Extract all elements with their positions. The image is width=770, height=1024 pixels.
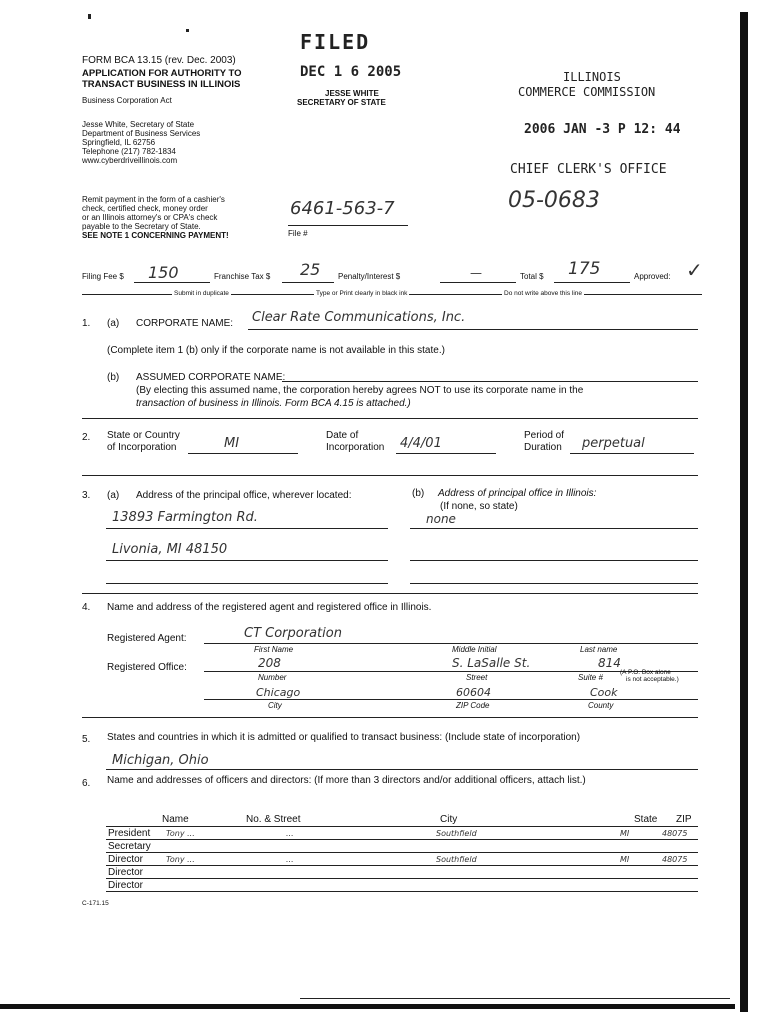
- act-name: Business Corporation Act: [82, 96, 172, 105]
- office-address: [82, 120, 200, 165]
- file-number-line: [288, 225, 408, 226]
- section-divider: [82, 418, 698, 419]
- penalty-label: Penalty/Interest $: [338, 272, 401, 281]
- principal-address-line2: Livonia, MI 48150: [112, 542, 228, 557]
- office-county-value: Cook: [590, 686, 618, 699]
- section-divider: [82, 475, 698, 476]
- officer-row-line: [106, 839, 698, 840]
- franchise-tax-label: Franchise Tax $: [214, 272, 271, 281]
- officer-row-city: Southfield: [436, 855, 477, 864]
- office-number-value: 208: [258, 656, 281, 670]
- assumed-name-label: ASSUMED CORPORATE NAME:: [136, 372, 286, 383]
- col-last-name: Last name: [580, 645, 618, 654]
- filed-stamp-title: FILED: [300, 30, 371, 54]
- principal-office-label: Address of the principal office, wherever located:: [136, 490, 352, 501]
- section-divider: [82, 717, 698, 718]
- principal-address-underline: [106, 528, 388, 529]
- filing-fee-label: Filing Fee $: [82, 272, 124, 281]
- form-title: [82, 68, 242, 90]
- scan-speck: [186, 29, 189, 32]
- principal-address-underline: [106, 560, 388, 561]
- officer-row-title: Director: [108, 854, 144, 865]
- payment-note: SEE NOTE 1 CONCERNING PAYMENT!: [82, 231, 229, 240]
- officer-row-street: ...: [286, 855, 294, 864]
- suite-note-2: is not acceptable.): [626, 676, 679, 683]
- col-number: Number: [258, 673, 287, 682]
- office-suite-value: 814: [598, 656, 621, 670]
- docket-number: 05-0683: [508, 188, 600, 213]
- item5-number: 5.: [82, 734, 91, 745]
- office-line: www.cyberdriveillinois.com: [82, 156, 178, 165]
- states-admitted-line: [106, 769, 698, 770]
- officer-row-line: [106, 852, 698, 853]
- commerce-stamp-clerk: CHIEF CLERK'S OFFICE: [510, 162, 667, 177]
- assumed-text-line2: transaction of business in Illinois. Form BCA 4.15 is attached.): [136, 398, 411, 409]
- filed-stamp-date: DEC 1 6 2005: [300, 64, 402, 80]
- registered-agent-label: Registered Agent:: [107, 633, 187, 644]
- item1-number: 1.: [82, 318, 91, 329]
- franchise-tax-line: [282, 282, 334, 283]
- period-label-2: Duration: [524, 442, 562, 453]
- scan-speck: [88, 14, 91, 19]
- officer-row-title: President: [108, 828, 151, 839]
- state-line: [188, 453, 298, 454]
- officers-col-zip: ZIP: [676, 814, 692, 825]
- officers-col-street: No. & Street: [246, 814, 301, 825]
- officer-row-line: [106, 865, 698, 866]
- item3-b-label: (b): [412, 488, 425, 499]
- office-line: Department of Business Services: [82, 129, 201, 138]
- officer-row-title: Secretary: [108, 841, 151, 852]
- registered-office-label: Registered Office:: [107, 662, 187, 673]
- officer-row-name: Tony ...: [166, 829, 195, 838]
- office-line: Telephone (217) 782-1834: [82, 147, 176, 156]
- assumed-text-line1: (By electing this assumed name, the corporation hereby agrees NOT to use its corporate name in the: [136, 385, 584, 396]
- office-street-value: S. LaSalle St.: [452, 656, 531, 670]
- officers-col-name: Name: [162, 814, 189, 825]
- office-zip-value: 60604: [456, 686, 491, 699]
- officer-row-street: ...: [286, 829, 294, 838]
- period-line: [570, 453, 694, 454]
- penalty-line: [440, 282, 516, 283]
- registered-agent-value: CT Corporation: [244, 626, 342, 641]
- officer-row-title: Director: [108, 867, 144, 878]
- filing-fee-value: 150: [148, 263, 179, 282]
- assumed-name-line: [282, 381, 698, 382]
- date-value: 4/4/01: [400, 436, 442, 451]
- item3-a-label: (a): [107, 490, 120, 501]
- illinois-office-value: none: [426, 512, 456, 526]
- officers-col-state: State: [634, 814, 658, 825]
- state-label-2: of Incorporation: [107, 442, 177, 453]
- file-number-label: File #: [288, 229, 308, 238]
- filed-stamp-line1: JESSE WHITE: [325, 89, 379, 98]
- item1-a-label: (a): [107, 318, 120, 329]
- remit-instructions: [82, 195, 229, 240]
- filing-fee-line: [134, 282, 210, 283]
- franchise-tax-value: 25: [300, 260, 321, 279]
- submit-no-write: Do not write above this line: [504, 290, 583, 297]
- date-label-2: Incorporation: [326, 442, 385, 453]
- corporate-name-line: [248, 329, 698, 330]
- officers-col-city: City: [440, 814, 458, 825]
- form-title-line: APPLICATION FOR AUTHORITY TO: [82, 68, 242, 79]
- remit-line: or an Illinois attorney's or CPA's check: [82, 213, 218, 222]
- officer-row-state: MI: [620, 855, 630, 864]
- penalty-value: —: [470, 266, 482, 280]
- date-line: [396, 453, 496, 454]
- illinois-address-underline: [410, 583, 698, 584]
- period-value: perpetual: [582, 436, 645, 451]
- item4-number: 4.: [82, 602, 91, 613]
- illinois-address-underline: [410, 560, 698, 561]
- total-label: Total $: [520, 272, 544, 281]
- office-line: Springfield, IL 62756: [82, 138, 156, 147]
- col-suite: Suite #: [578, 673, 603, 682]
- registered-agent-heading: Name and address of the registered agent and registered office in Illinois.: [107, 602, 432, 613]
- file-number-value: 6461-563-7: [290, 198, 395, 219]
- col-city: City: [268, 701, 282, 710]
- approval-initials: ✓: [686, 258, 703, 282]
- scan-border-right: [740, 12, 748, 1012]
- form-title-line: TRANSACT BUSINESS IN ILLINOIS: [82, 79, 241, 90]
- office-city-value: Chicago: [256, 686, 301, 699]
- remit-line: Remit payment in the form of a cashier's: [82, 195, 225, 204]
- illinois-address-underline: [410, 528, 698, 529]
- date-label-1: Date of: [326, 430, 359, 441]
- scan-border-bottom: [0, 1004, 735, 1009]
- commerce-stamp-line2: COMMERCE COMMISSION: [518, 85, 656, 99]
- approved-label: Approved:: [634, 272, 671, 281]
- commerce-stamp-date: 2006 JAN -3 P 12: 44: [524, 122, 681, 137]
- officer-row-line: [106, 891, 698, 892]
- total-value: 175: [568, 259, 601, 279]
- corporate-name-label: CORPORATE NAME:: [136, 318, 234, 329]
- commerce-stamp-line1: ILLINOIS: [563, 70, 621, 84]
- principal-address-line1: 13893 Farmington Rd.: [112, 510, 258, 525]
- states-admitted-label: States and countries in which it is admitted or qualified to transact business: (Include state of incorporation): [107, 732, 581, 743]
- principal-address-underline: [106, 583, 388, 584]
- city-zip-county-line: [204, 699, 698, 700]
- officers-label: Name and addresses of officers and directors: (If more than 3 directors and/or additional officers, attach list.): [107, 775, 586, 786]
- total-line: [554, 282, 630, 283]
- registered-agent-line: [204, 643, 698, 644]
- submit-type-print: Type or Print clearly in black ink: [316, 290, 408, 297]
- submit-duplicate: Submit in duplicate: [174, 290, 229, 297]
- office-line: Jesse White, Secretary of State: [82, 120, 195, 129]
- illinois-office-label: Address of principal office in Illinois:: [438, 488, 597, 499]
- officers-header-line: [106, 826, 698, 827]
- state-value: MI: [224, 436, 240, 451]
- form-number: FORM BCA 13.15 (rev. Dec. 2003): [82, 55, 236, 66]
- filed-stamp-line2: SECRETARY OF STATE: [297, 98, 386, 107]
- item1-complete-note: (Complete item 1 (b) only if the corporate name is not available in this state.): [107, 345, 445, 356]
- remit-line: check, certified check, money order: [82, 204, 208, 213]
- state-label-1: State or Country: [107, 430, 180, 441]
- section-divider: [82, 593, 698, 594]
- item2-number: 2.: [82, 432, 91, 443]
- officer-row-name: Tony ...: [166, 855, 195, 864]
- item1-b-label: (b): [107, 372, 120, 383]
- remit-line: payable to the Secretary of State.: [82, 222, 201, 231]
- col-street: Street: [466, 673, 488, 682]
- officer-row-line: [106, 878, 698, 879]
- col-middle-initial: Middle Initial: [452, 645, 497, 654]
- officer-row-city: Southfield: [436, 829, 477, 838]
- item3-number: 3.: [82, 490, 91, 501]
- col-county: County: [588, 701, 614, 710]
- col-zip: ZIP Code: [456, 701, 490, 710]
- officer-row-title: Director: [108, 880, 144, 891]
- illinois-office-sub: (If none, so state): [440, 501, 518, 512]
- officer-row-zip: 48075: [662, 829, 688, 838]
- col-first-name: First Name: [254, 645, 294, 654]
- suite-note-1: (A P.O. Box alone: [620, 669, 671, 676]
- footer-form-code: C-171.15: [82, 900, 109, 907]
- corporate-name-value: Clear Rate Communications, Inc.: [252, 310, 466, 325]
- officer-row-state: MI: [620, 829, 630, 838]
- item6-number: 6.: [82, 778, 91, 789]
- period-label-1: Period of: [524, 430, 565, 441]
- bottom-line: [300, 998, 730, 999]
- states-admitted-value: Michigan, Ohio: [112, 753, 209, 768]
- officer-row-zip: 48075: [662, 855, 688, 864]
